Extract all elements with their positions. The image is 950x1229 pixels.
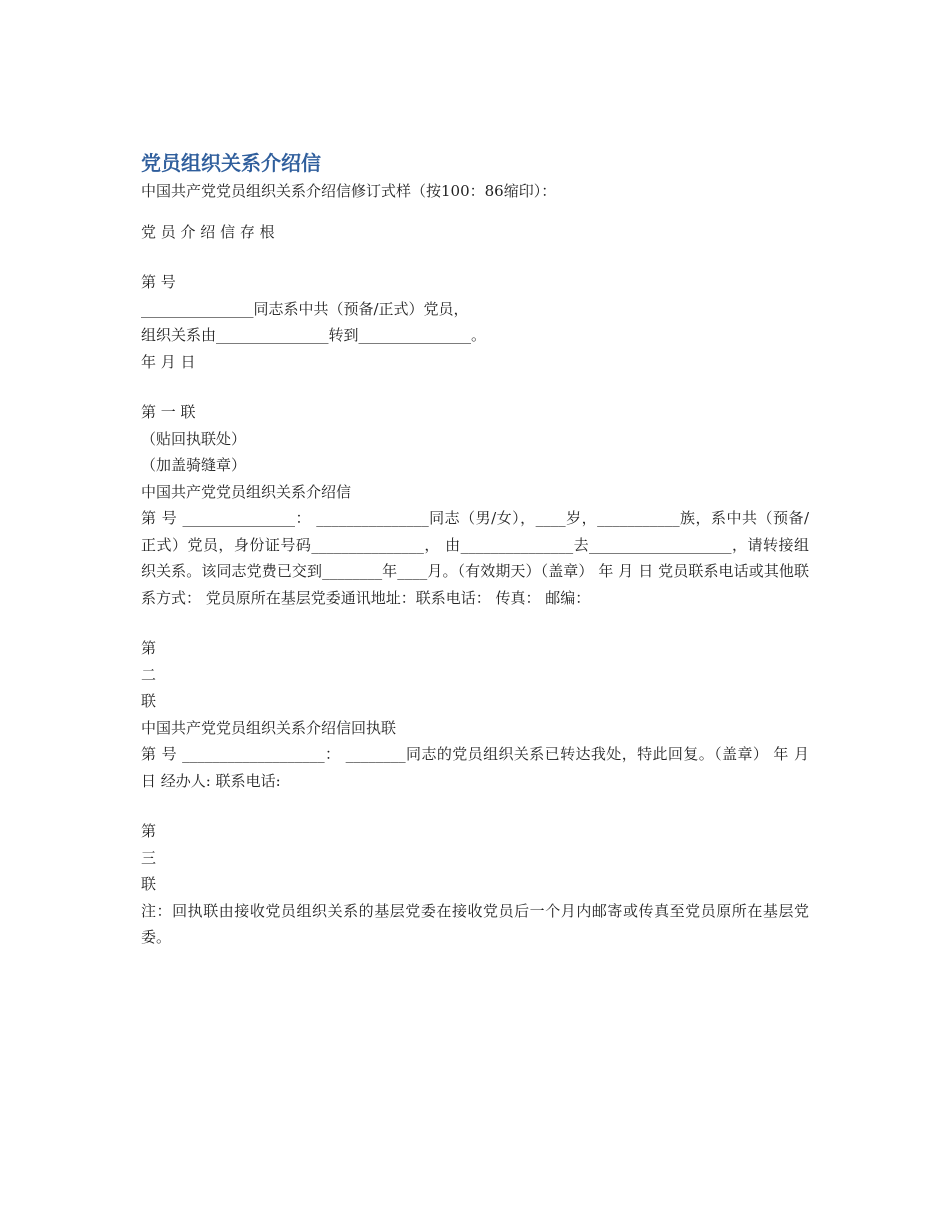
stub-number-line: 第 号: [141, 273, 176, 291]
stub-heading: 党 员 介 绍 信 存 根: [141, 222, 275, 241]
stub-line-1: _______________同志系中共（预备/正式）党员，: [141, 299, 469, 318]
page-title: 党员组织关系介绍信: [141, 151, 321, 175]
part3-note: 注：回执联由接收党员组织关系的基层党委在接收党员后一个月内邮寄或传真至党员原所在基层党委。: [141, 901, 809, 946]
part2-label-char: 联: [141, 692, 157, 710]
part3-label-char: 联: [141, 875, 157, 893]
part1-heading: 中国共产党党员组织关系介绍信: [141, 482, 352, 501]
part1-note-seal: （加盖骑缝章）: [141, 456, 247, 474]
stub-date-line: 年 月 日: [141, 352, 196, 371]
part3-label-char: 三: [141, 848, 157, 867]
part2-body: 第 号 ___________________： ________同志的党员组织关系已转达我处，特此回复。（盖章） 年 月 日 经办人: 联系电话:: [141, 745, 809, 790]
part2-label-char: 二: [141, 665, 157, 684]
part3-label-char: 第: [141, 822, 157, 840]
part1-note-receipt: （贴回执联处）: [141, 429, 247, 448]
stub-line-2: 组织关系由_______________转到_______________。: [141, 326, 487, 344]
document-page: [141, 148, 809, 951]
part1-body: 第 号 _______________： _______________同志（男/女），____岁，___________族，系中共（预备/正式）党员，身份证号码_______________， 由_______________去___________________，请转接组织关系。该同志党费已交到________年____月。（有效期天）（盖章） 年 月 日 党员联系电话或其他联系方式： 党员原所在基层党委通讯地址：联系电话： 传真： 邮编：: [141, 509, 809, 607]
subtitle: 中国共产党党员组织关系介绍信修订式样（按100：86缩印）：: [141, 182, 557, 200]
part1-label: 第 一 联: [141, 403, 196, 421]
part2-label-char: 第: [141, 639, 157, 657]
part2-heading: 中国共产党党员组织关系介绍信回执联: [141, 718, 397, 737]
